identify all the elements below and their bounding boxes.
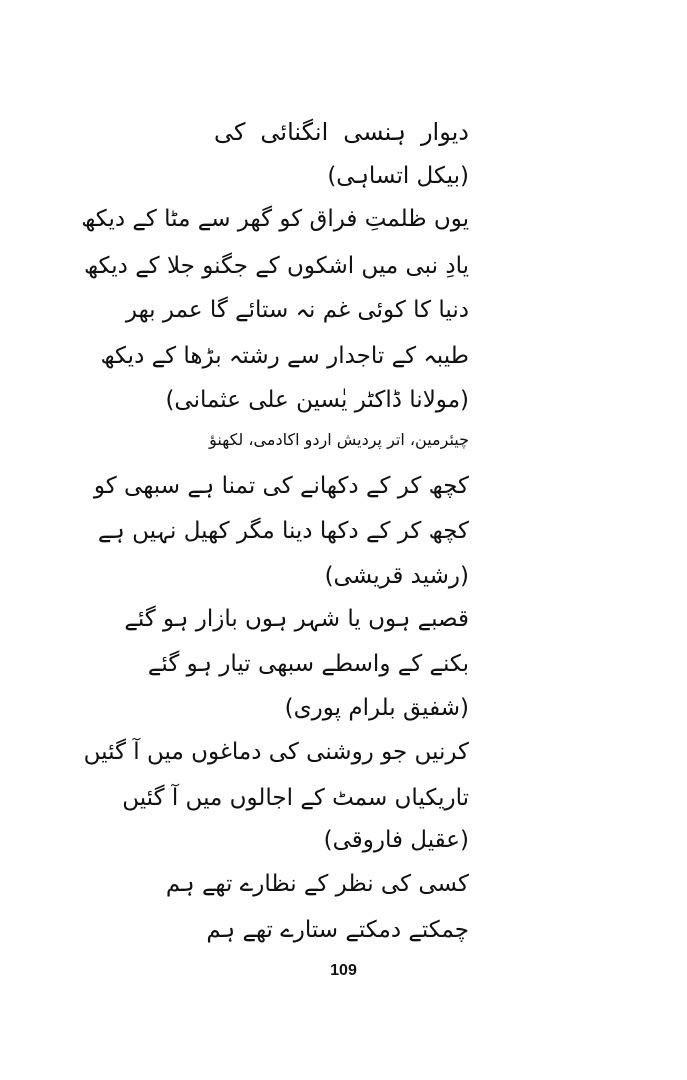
verse-line: چمکتے دمکتے ستارے تھے ہم	[206, 917, 469, 943]
verse-line: طیبہ کے تاجدار سے رشتہ بڑھا کے دیکھ	[100, 343, 469, 369]
poem-title-line: دیوار ہنسی انگنائی کی	[214, 118, 469, 146]
author-designation: چیئرمین، اتر پردیش اردو اکادمی، لکھنؤ	[209, 430, 469, 449]
verse-line: بکنے کے واسطے سبھی تیار ہو گئے	[147, 651, 469, 677]
author-rasheed-qureshi: (رشید قریشی)	[324, 563, 469, 589]
verse-line: دنیا کا کوئی غم نہ ستائے گا عمر بھر	[125, 297, 469, 323]
verse-line: کسی کی نظر کے نظارے تھے ہم	[165, 871, 469, 897]
verse-line: یوں ظلمتِ فراق کو گھر سے مٹا کے دیکھ	[81, 206, 469, 232]
verse-line: کچھ کر کے دکھا دینا مگر کھیل نہیں ہے	[97, 518, 469, 544]
author-yaseen-ali-usmani: (مولانا ڈاکٹر یٰسین علی عثمانی)	[165, 387, 469, 413]
verse-line: کچھ کر کے دکھانے کی تمنا ہے سبھی کو	[93, 473, 469, 499]
verse-line: تاریکیاں سمٹ کے اجالوں میں آ گئیں	[122, 785, 469, 811]
author-bekal-utsahi: (بیکل اتساہی)	[327, 163, 469, 189]
verse-line: کرنیں جو روشنی کی دماغوں میں آ گئیں	[83, 739, 469, 765]
verse-line: قصبے ہوں یا شہر ہوں بازار ہو گئے	[124, 606, 469, 632]
author-shafeeq-balrampuri: (شفیق بلرام پوری)	[284, 695, 469, 721]
page-number: 109	[330, 962, 357, 979]
verse-line: یادِ نبی میں اشکوں کے جگنو جلا کے دیکھ	[84, 253, 469, 279]
author-aqeel-farooqui: (عقیل فاروقی)	[323, 827, 469, 853]
